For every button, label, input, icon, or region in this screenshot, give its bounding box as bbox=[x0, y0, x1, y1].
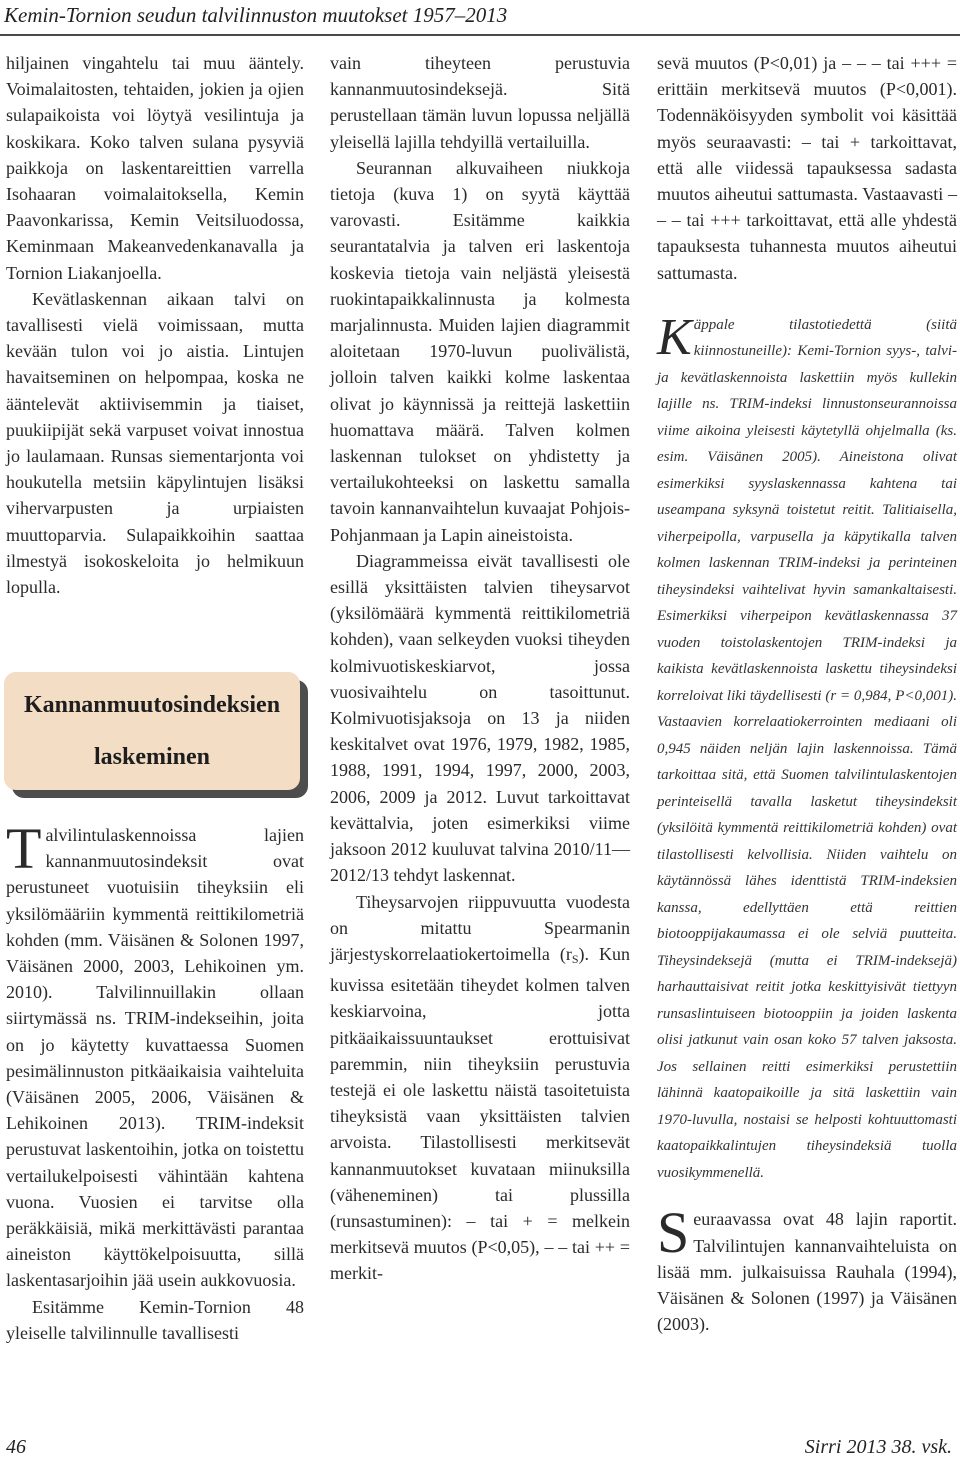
col2-paragraph-4 bbox=[330, 889, 630, 1287]
header-rule bbox=[0, 34, 960, 36]
section-heading-box bbox=[4, 672, 300, 790]
drop-cap-t: T bbox=[6, 816, 42, 881]
col2-paragraph-4-b: ). Kun kuvissa esitetään tiheydet kolmen talven keskiarvoina, jotta pitkäaikaissuuntaukset erottuisivat paremmin, niin tiheyksiin perustuvia testejä ei ole laskettu näistä tasoitetuista tiheyksistä vaan yksittäisten talvien arvoista. Tilastollisesti merkitsevät kannanmuutokset kuvataan miinuksilla (väheneminen) tai plussilla (runsastuminen): – tai + = melkein merkitsevä muutos (P<0,05), – – tai ++ = merkit- bbox=[330, 943, 630, 1284]
col3-paragraph-2-text: euraavassa ovat 48 lajin raportit. Talvilintujen kannanvaihteluista on lisää mm. julkaisuissa Rauhala (1994), Väisänen & Solonen (1997) ja Väisänen (2003). bbox=[657, 1209, 957, 1335]
column-1 bbox=[6, 50, 304, 600]
col1-paragraph-4: Esitämme Kemin-Tornion 48 yleiselle talvilinnulle tavallisesti bbox=[6, 1296, 304, 1343]
col1-paragraph-3 bbox=[6, 816, 304, 1294]
journal-footer: Sirri 2013 38. vsk. bbox=[804, 1436, 952, 1458]
col2-paragraph-3: Diagrammeissa eivät tavallisesti ole esillä yksittäisten talvien tiheysarvot (yksilömäärä kymmentä reittikilometriä kohden), vaan selkeyden vuoksi tiheyden kolmivuotiskeskiarvot, jossa vuosivaihtelu on tasoittunut. Kolmivuotisjaksoja on 13 ja niiden keskitalvet ovat 1976, 1979, 1982, 1985, 1988, 1991, 1994, 1997, 2000, 2003, 2006, 2009 ja 2012. Luvut tarkoittavat kevättalvia, joten esimerkiksi viime jaksoon 2012 kuuluvat talvina 2010/11—2012/13 tehdyt laskennat. bbox=[330, 550, 630, 886]
col2-paragraph-4-subscript: S bbox=[571, 951, 579, 966]
col2-paragraph-2: Seurannan alkuvaiheen niukkoja tietoja (kuva 1) on syytä käyttää varovasti. Esitämme kaikkia seurantatalvia ja talven eri laskentoja koskevia tietoja vain neljästä yleisestä ruokintapaikkalinnusta ja kolmesta marjalinnusta. Muiden lajien diagrammit aloitetaan 1970-luvun puolivälistä, jolloin talven kaikki kolme laskentaa olivat jo käynnissä ja reittejä laskettiin huomattava määrä. Talven kolmen laskennan tulokset on yhdistetty ja vertailukohteeksi on laskettu samalla tavoin kannanvaihtelun kuvaajat Pohjois-Pohjanmaan ja Lapin aineistoista. bbox=[330, 157, 630, 545]
section-heading-line-2: laskeminen bbox=[93, 744, 210, 770]
column-1-lower bbox=[6, 816, 304, 1346]
italic-note-text-block bbox=[657, 308, 957, 1187]
col1-paragraph-1: hiljainen vingahtelu tai muu ääntely. Voimalaitosten, tehtaiden, jokien ja ojien sulapaikoista voi löytyä vesilintuja ja koskikara. Koko talven sulana pysyviä paikkoja on laskentareittien varrella Isohaaran voimalaitoksella, Kemin Paavonkarissa, Kemin Veitsiluodossa, Keminmaan Makeanvedenkanavalla ja Tornion Liakanjoella. bbox=[6, 53, 304, 283]
col1-paragraph-3-text: alvilintulaskennoissa lajien kannanmuutosindeksit ovat perustuneet vuotuisiin tiheyksiin eli yksilömääriin kymmentä reittikilometriä kohden (mm. Väisänen & Solonen 1997, Väisänen 2000, 2003, Lehikoinen ym. 2010). Talvilinnuillakin ollaan siirtymässä ns. TRIM-indekseihin, joita on jo käytetty kuvattaessa Suomen pesimälinnuston pitkäaikaisia vaihteluita (Väisänen 2005, 2006, Väisänen & Lehikoinen 2013). TRIM-indeksit perustuvat laskentoihin, jotka on toistettu vertailukelpoisesti vähintään kahtena vuona. Vuosien ei tarvitse olla peräkkäisiä, mikä merkittävästi parantaa aineiston käyttökelpoisuutta, sillä laskentasarjoihin jää usein aukkovuosia. bbox=[6, 825, 304, 1291]
italic-sidebar-note bbox=[657, 308, 957, 1187]
col3-paragraph-1: sevä muutos (P<0,01) ja – – – tai +++ = erittäin merkitsevä muutos (P<0,001). Todennäköisyyden symbolit voi käsittää myös seuraavasti: – tai + tarkoittavat, että alle viidessä tapauksessa sadasta muutos aiheutui sattumasta. Vastaavasti – – – tai +++ tarkoittavat, että alle yhdestä tapauksesta tuhannesta muutos aiheutui sattumasta. bbox=[657, 53, 957, 283]
column-2 bbox=[330, 50, 630, 1287]
page-number: 46 bbox=[6, 1436, 26, 1458]
drop-cap-s: S bbox=[657, 1200, 690, 1266]
col2-paragraph-4-a: Tiheysarvojen riippuvuutta vuodesta on mitattu Spearmanin järjestyskorrelaatiokertoimella (r bbox=[330, 891, 630, 964]
col2-paragraph-1: vain tiheyteen perustuvia kannanmuutosindeksejä. Sitä perustellaan tämän luvun lopussa neljällä yleisellä lajilla tehdyillä vertailuilla. bbox=[330, 53, 630, 152]
italic-note-text: äppale tilastotiedettä (siitä kiinnostuneille): Kemi-Tornion syys-, talvi- ja kevätlaskennoista laskettiin myös kullekin lajille ns. TRIM-indeksi linnustonseurannoissa viime aikoina yleisesti käytetyllä ohjelmalla (ks. esim. Väisänen 2005). Aineistona olivat esimerkiksi syyslaskennassa kahtena tai useampana syksynä toistetut reitit. Talitiaisella, viherpeipolla, varpusella ja käpytikalla talven kolmen laskennan TRIM-indeksi ja perinteinen tiheysindeksi vaihtelivat hyvin samankaltaisesti. Esimerkiksi viherpeipon kevätlaskennassa 37 vuoden toistolaskentojen TRIM-indeksi ja kaikista kevätlaskennoista laskettu tiheysindeksi korreloivat liki täydellisesti (r = 0,984, P<0,001). Vastaavien korrelaatiokerrointen mediaani oli 0,945 näiden neljän lajin laskennoissa. Tämä tarkoittaa sitä, että Suomen talvilintulaskentojen perinteisellä tavalla lasketut tiheysindeksit (yksilöitä kymmentä reittikilometriä kohden) ovat tilastollisesti kelvollisia. Niiden vaihtelu on käytännössä lähes identtistä TRIM-indeksien kanssa, edellyttäen että reittien biotooppijakaumassa ei ole selviä puutteita. Tiheysindeksejä (mutta ei TRIM-indeksejä) harhauttaisivat reitit jotka keskittyisivät tiettyyn runsaslintuiseen biotooppiin ja joiden laskenta olisi jatkunut vain osan koko 57 talven jaksosta. Jos sellainen reitti esimerkiksi perustettiin lähinnä kaatopaikoille ja sitä laskettiin vain 1970-luvulla, nostaisi se helposti kohtuuttomasti kaatopaikkalintujen tiheysindeksiä tuolla vuosikymmenellä. bbox=[657, 316, 957, 1181]
column-3 bbox=[657, 50, 957, 1337]
section-heading-line-1: Kannanmuutosindeksien bbox=[23, 692, 281, 718]
running-header: Kemin-Tornion seudun talvilinnuston muutokset 1957–2013 bbox=[4, 3, 508, 27]
col3-paragraph-2 bbox=[657, 1200, 957, 1337]
col1-paragraph-2: Kevätlaskennan aikaan talvi on tavallisesti vielä voimissaan, mutta kevään tulon voi jo aistia. Lintujen havaitseminen on helpompaa, koska ne ääntelevät aktiivisemmin ja tiaiset, puukiipijät sekä varpuset voivat innostua jo laulamaan. Runsas siementarjonta voi houkutella metsiin käpylintujen lisäksi vihervarpusten ja urpiaisten muuttoparvia. Sulapaikkoihin saattaa ilmestyä isokoskeloita jo helmikuun lopulla. bbox=[6, 288, 304, 598]
drop-cap-k: K bbox=[657, 308, 692, 366]
